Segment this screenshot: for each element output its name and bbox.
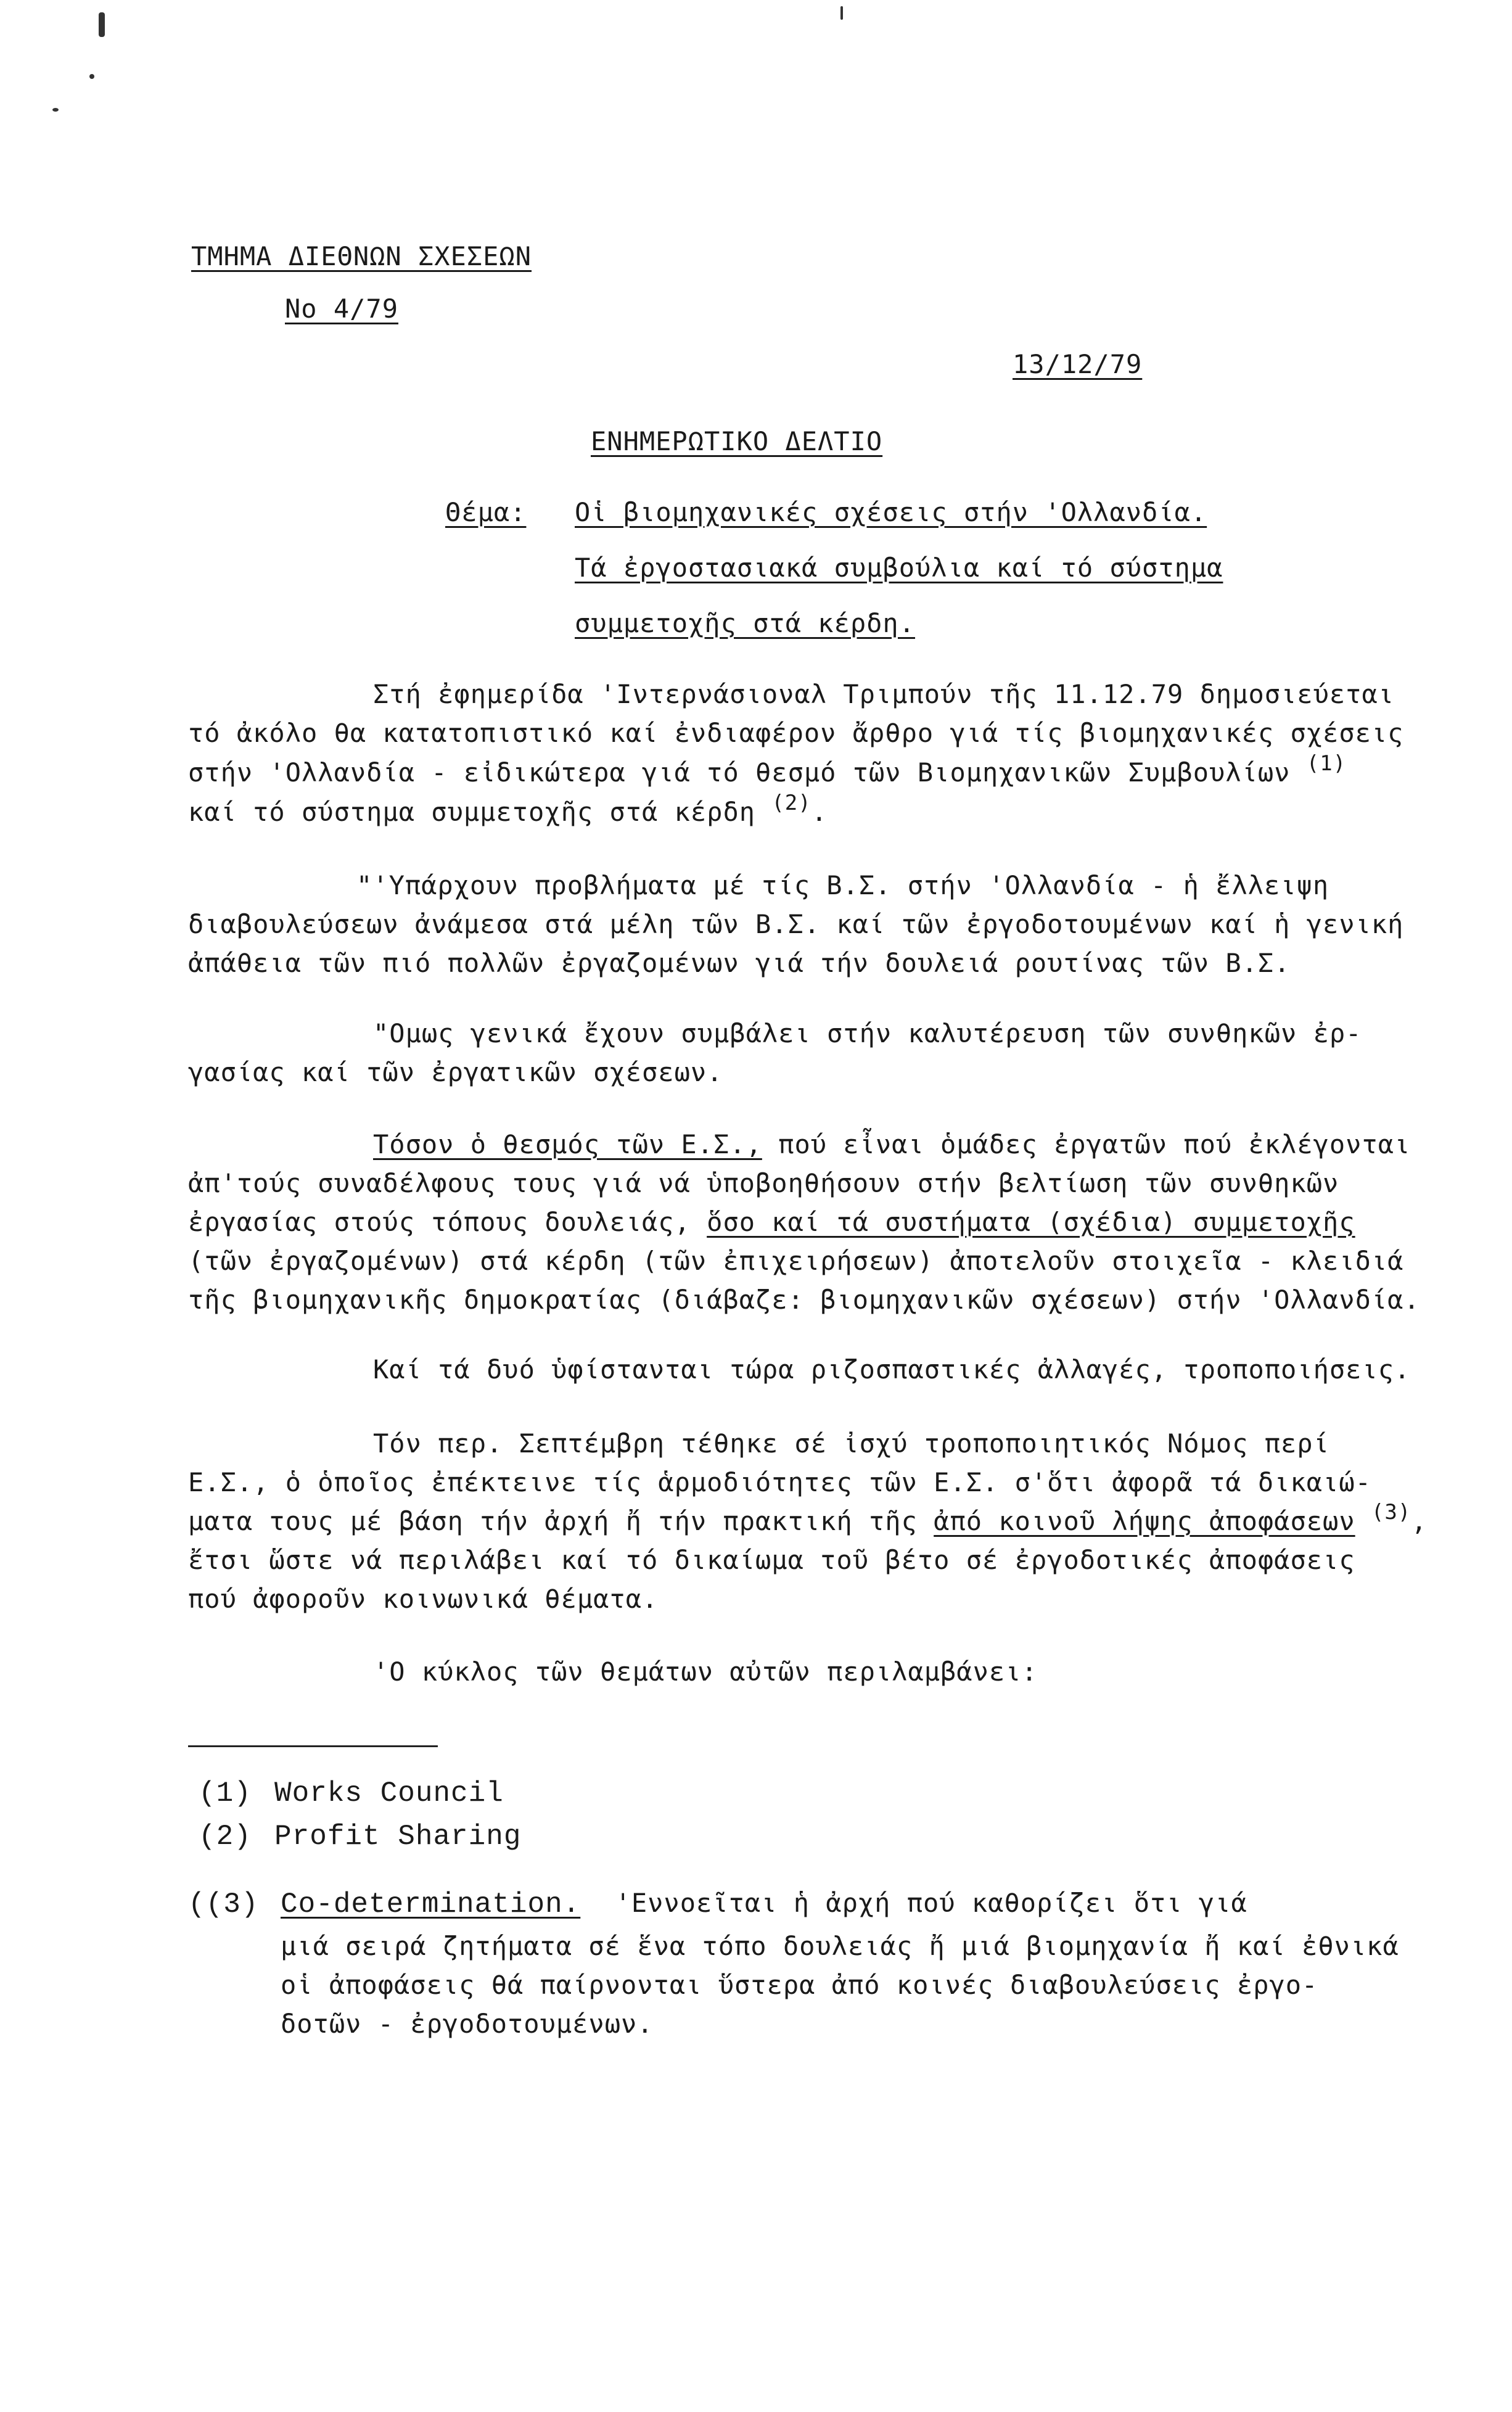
paragraph-line: ἀπ'τούς συναδέλφους τους γιά νά ὑποβοηθήσουν στήν βελτίωση τῶν συνθηκῶν — [188, 1168, 1339, 1198]
paragraph-line — [188, 751, 1347, 788]
footnote-text: Works Council — [274, 1777, 504, 1809]
paragraph-line — [188, 791, 828, 827]
subject-line: Οἱ βιομηχανικές σχέσεις στήν 'Ολλανδία. — [575, 497, 1207, 527]
paragraph-text: , — [1411, 1506, 1428, 1536]
footnote-line: οἱ ἀποφάσεις θά παίρνονται ὕστερα ἀπό κοινές διαβουλεύσεις ἐργο- — [281, 1970, 1318, 2000]
underlined-phrase: Τόσον ὁ θεσμός τῶν Ε.Σ., — [373, 1129, 762, 1159]
footnote-line: δοτῶν - ἐργοδοτουμένων. — [281, 2009, 654, 2039]
paragraph-line: ἔτσι ὥστε νά περιλάβει καί τό δικαίωμα τοῦ βέτο σέ ἐργοδοτικές ἀποφάσεις — [188, 1545, 1355, 1575]
subject-line: συμμετοχῆς στά κέρδη. — [575, 608, 916, 638]
subject-label: Θέμα: — [445, 497, 527, 527]
footnote-number: (2) — [199, 1821, 252, 1853]
paragraph-line: τῆς βιομηχανικῆς δημοκρατίας (διάβαζε: βιομηχανικῶν σχέσεων) στήν 'Ολλανδία. — [188, 1285, 1420, 1315]
paragraph-line: (τῶν ἐργαζομένων) στά κέρδη (τῶν ἐπιχειρήσεων) ἀποτελοῦν στοιχεῖα - κλειδιά — [188, 1246, 1404, 1276]
paragraph-text: πού εἶναι ὁμάδες ἐργατῶν πού ἐκλέγονται — [762, 1129, 1411, 1159]
paragraph-line: διαβουλεύσεων ἀνάμεσα στά μέλη τῶν Β.Σ. καί τῶν ἐργοδοτουμένων καί ἡ γενική — [188, 909, 1404, 939]
paragraph-text: . — [811, 797, 828, 827]
underlined-phrase: ὅσο καί τά συστήματα (σχέδια) συμμετοχῆς — [707, 1207, 1355, 1237]
footnote-ref: (3) — [1371, 1500, 1411, 1525]
paragraph-line: γασίας καί τῶν ἐργατικῶν σχέσεων. — [188, 1057, 723, 1087]
footnote-number: (1) — [199, 1777, 252, 1809]
paragraph-line: τό ἀκόλο θα κατατοπιστικό καί ἐνδιαφέρον ἄρθρο γιά τίς βιομηχανικές σχέσεις — [188, 718, 1404, 748]
paragraph-line: Καί τά δυό ὑφίστανται τώρα ριζοσπαστικές ἀλλαγές, τροποποιήσεις. — [373, 1354, 1411, 1385]
paragraph-text: ματα τους μέ βάση τήν ἀρχή ἤ τήν πρακτική τῆς — [188, 1506, 934, 1536]
document-date: 13/12/79 — [1013, 349, 1143, 379]
footnote-text: 'Εννοεῖται ἡ ἀρχή πού καθορίζει ὅτι γιά — [615, 1888, 1247, 1918]
footnote-separator — [188, 1745, 438, 1747]
department-heading: ΤΜΗΜΑ ΔΙΕΘΝΩΝ ΣΧΕΣΕΩΝ — [191, 241, 532, 271]
document-number: No 4/79 — [285, 294, 399, 324]
footnote-ref: (1) — [1306, 751, 1347, 776]
footnote-number: ((3) — [188, 1888, 259, 1920]
footnote-line: μιά σειρά ζητήματα σέ ἕνα τόπο δουλειάς ἤ μιά βιομηχανία ἤ καί ἐθνικά — [281, 1931, 1399, 1961]
paragraph-line: "'Υπάρχουν προβλήματα μέ τίς Β.Σ. στήν 'Ολλανδία - ἡ ἔλλειψη — [356, 870, 1329, 900]
paragraph-text: στήν 'Ολλανδία - εἰδικώτερα γιά τό θεσμό τῶν Βιομηχανικῶν Συμβουλίων — [188, 757, 1291, 788]
subject-line: Τά ἐργοστασιακά συμβούλια καί τό σύστημα — [575, 553, 1223, 583]
scan-speck — [52, 108, 59, 112]
paragraph-line: Στή ἐφημερίδα 'Ιντερνάσιοναλ Τριμπούν τῆς 11.12.79 δημοσιεύεται — [373, 679, 1395, 709]
paragraph-line — [373, 1129, 1411, 1159]
paragraph-line — [188, 1209, 1355, 1235]
footnote-text: Profit Sharing — [274, 1821, 522, 1853]
paragraph-text: καί τό σύστημα συμμετοχῆς στά κέρδη — [188, 797, 756, 827]
underlined-phrase: ἀπό κοινοῦ λήψης ἀποφάσεων — [934, 1506, 1355, 1536]
paragraph-line: Ε.Σ., ὁ ὁποῖος ἐπέκτεινε τίς ἁρμοδιότητες τῶν Ε.Σ. σ'ὅτι ἀφορᾶ τά δικαιώ- — [188, 1467, 1371, 1497]
paragraph-text: ἐργασίας στούς τόπους δουλειάς, — [188, 1207, 707, 1237]
paragraph-line: "Ομως γενικά ἔχουν συμβάλει στήν καλυτέρευση τῶν συνθηκῶν ἐρ- — [373, 1018, 1362, 1048]
scan-speck — [840, 6, 843, 20]
paragraph-line: Τόν περ. Σεπτέμβρη τέθηκε σέ ἰσχύ τροποποιητικός Νόμος περί — [373, 1428, 1329, 1459]
scan-speck — [89, 74, 94, 79]
footnote-line — [281, 1890, 1247, 1919]
footnote-term: Co-determination. — [281, 1888, 581, 1920]
scan-speck — [99, 12, 105, 37]
paragraph-line: 'Ο κύκλος τῶν θεμάτων αὐτῶν περιλαμβάνει: — [373, 1657, 1038, 1687]
paragraph-line — [188, 1500, 1428, 1536]
paragraph-line: πού ἀφοροῦν κοινωνικά θέματα. — [188, 1584, 659, 1614]
paragraph-line: ἀπάθεια τῶν πιό πολλῶν ἐργαζομένων γιά τήν δουλειά ρουτίνας τῶν Β.Σ. — [188, 948, 1291, 978]
document-title: ΕΝΗΜΕΡΩΤΙΚΟ ΔΕΛΤΙΟ — [591, 426, 883, 456]
footnote-ref: (2) — [771, 791, 811, 815]
